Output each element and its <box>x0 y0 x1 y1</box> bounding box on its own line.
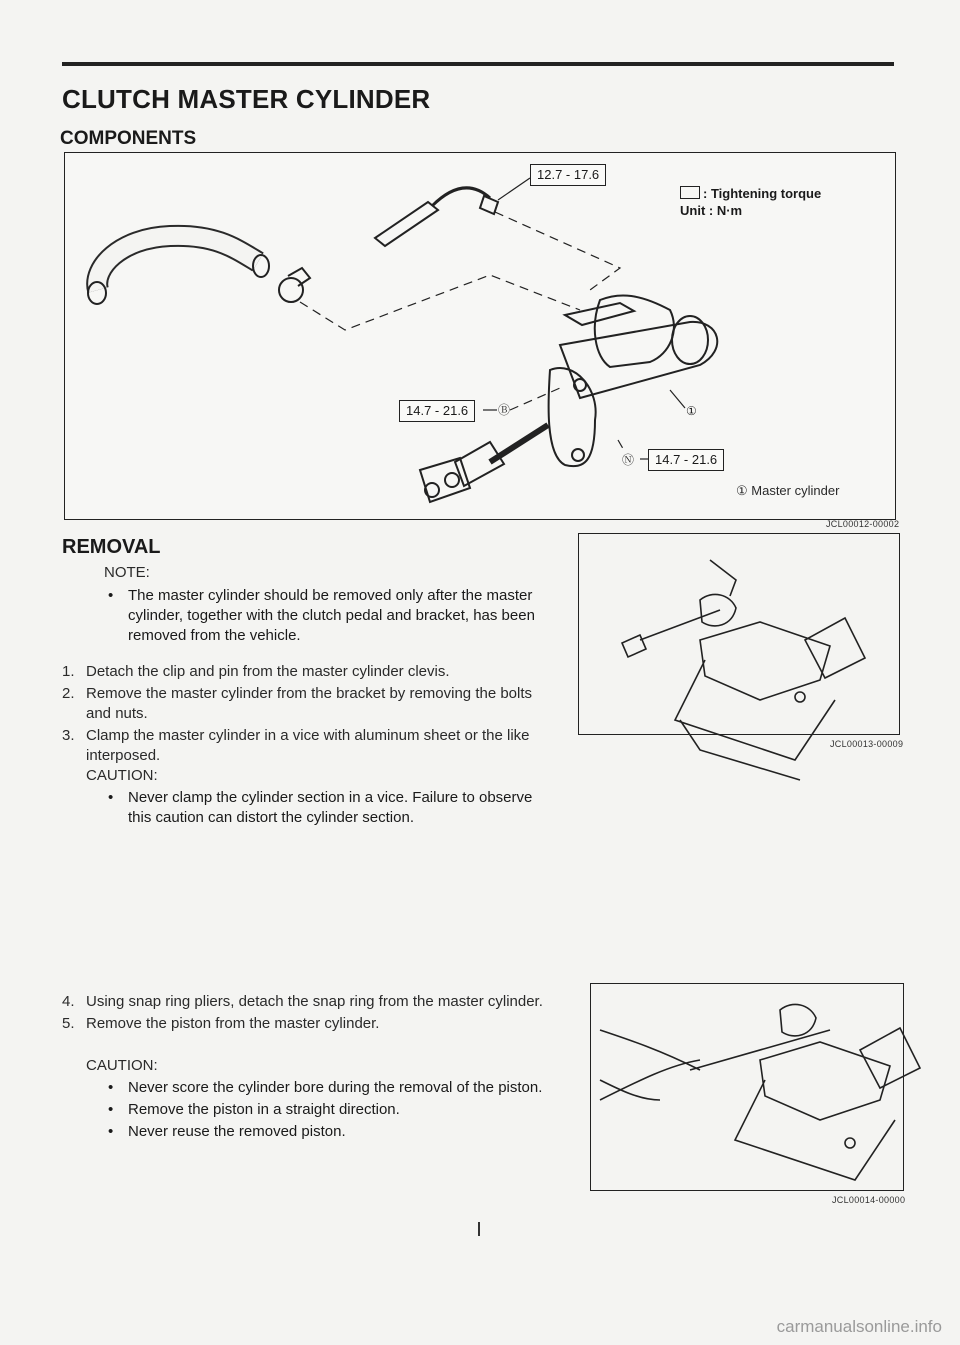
list-item: • Remove the piston in a straight direction. <box>108 1101 400 1118</box>
list-item: • Never score the cylinder bore during the removal of the piston. <box>108 1079 543 1096</box>
marker-n: Ⓝ <box>622 453 635 467</box>
page-marker <box>478 1222 480 1236</box>
torque-callout-nut: 14.7 - 21.6 <box>648 449 724 471</box>
marker-one: ① <box>686 404 697 418</box>
list-item: 5. Remove the piston from the master cylinder. <box>62 1015 380 1032</box>
step-list-1 <box>62 662 552 766</box>
caution-bullet-text: Never clamp the cylinder section in a vice. Failure to observe this caution can distort the cylinder section. <box>128 789 533 826</box>
caution-label: CAUTION: <box>86 767 158 784</box>
legend-line-2: Unit : N·m <box>680 203 743 218</box>
list-item: 4. Using snap ring pliers, detach the snap ring from the master cylinder. <box>62 993 543 1010</box>
caution-2-list <box>108 1078 558 1142</box>
list-item: 3. Clamp the master cylinder in a vice with aluminum sheet or the like interposed. <box>62 727 530 764</box>
figure-snap-ring-pliers <box>590 983 904 1191</box>
step-list-2 <box>62 992 552 1034</box>
note-label: NOTE: <box>104 564 150 581</box>
note-bullet: • The master cylinder should be removed only after the master cylinder, together with the clutch pedal and bracket, has been removed from the vehicle. <box>108 586 548 646</box>
torque-callout-pipe: 12.7 - 17.6 <box>530 164 606 186</box>
page-title: CLUTCH MASTER CYLINDER <box>62 84 431 114</box>
torque-box-icon <box>680 186 700 199</box>
list-item: 1. Detach the clip and pin from the master cylinder clevis. <box>62 663 450 680</box>
list-item: • Never reuse the removed piston. <box>108 1123 346 1140</box>
caution-bullet: • Never clamp the cylinder section in a vice. Failure to observe this caution can distort the cylinder section. <box>108 788 548 828</box>
diagram-code: JCL00012-00002 <box>826 519 900 529</box>
section-title-removal: REMOVAL <box>62 536 161 558</box>
section-title-components: COMPONENTS <box>60 128 197 149</box>
torque-callout-bolt: 14.7 - 21.6 <box>399 400 475 422</box>
caution-2-label: CAUTION: <box>86 1057 158 1074</box>
figure-vice-clamp <box>578 533 900 735</box>
list-item: 2. Remove the master cylinder from the bracket by removing the bolts and nuts. <box>62 685 533 722</box>
torque-legend <box>680 185 821 219</box>
part-label: ① Master cylinder <box>736 483 840 498</box>
figure-2-code: JCL00014-00000 <box>832 1195 906 1205</box>
note-bullet-text: The master cylinder should be removed only after the master cylinder, together with the clutch pedal and bracket, has been removed from the vehicle. <box>128 587 535 644</box>
legend-line-1: : Tightening torque <box>703 186 822 201</box>
figure-1-code: JCL00013-00009 <box>830 739 904 749</box>
watermark: carmanualsonline.info <box>776 1317 942 1336</box>
marker-b: Ⓑ <box>498 403 511 417</box>
